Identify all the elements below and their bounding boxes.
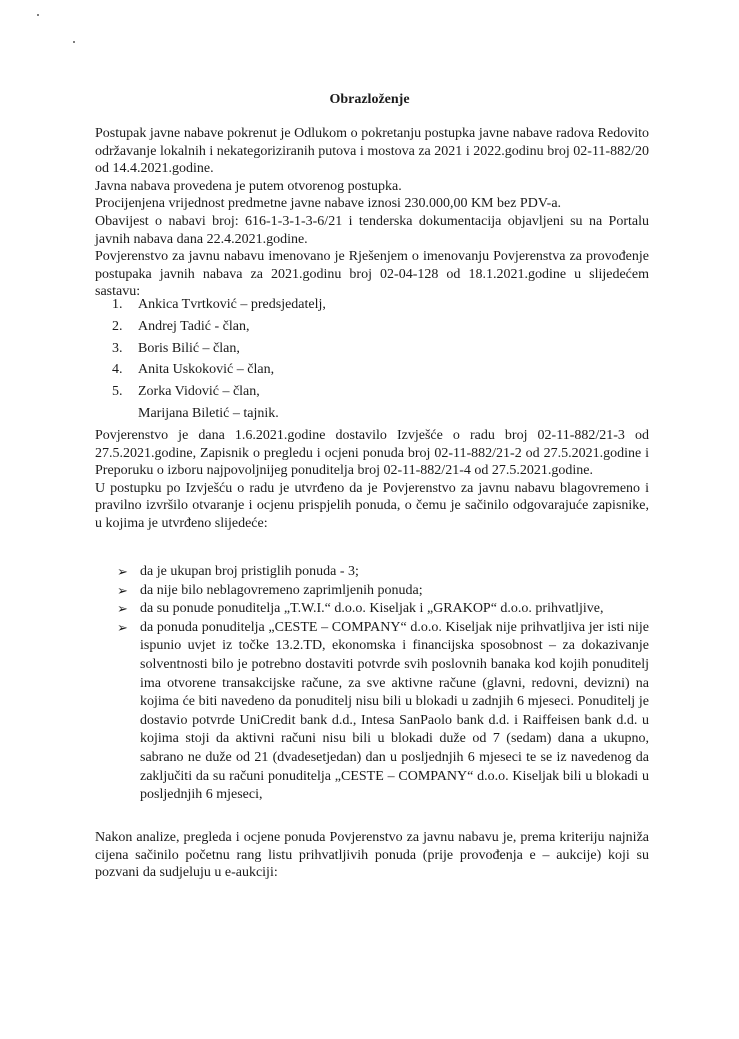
arrow-bullet-icon: ➢ bbox=[117, 564, 128, 579]
list-item bbox=[95, 294, 649, 316]
list-item bbox=[95, 338, 649, 360]
list-item bbox=[95, 359, 649, 381]
list-item bbox=[95, 316, 649, 338]
list-number: 5. bbox=[112, 384, 123, 400]
committee-members-list bbox=[95, 294, 649, 425]
intro-section bbox=[95, 125, 649, 301]
arrow-bullet-icon: ➢ bbox=[117, 619, 128, 635]
closing-section bbox=[95, 829, 649, 882]
list-item bbox=[95, 619, 649, 805]
findings-intro-paragraph: U postupku po Izvješću o radu je utvrđeno da je Povjerenstvo za javnu nabavu blagovremeno i pravilno izvršilo otvaranje i ocjenu prispjelih ponuda, o čemu je sačinilo odgovarajuće zapisnike, u kojima je utvrđeno slijedeće: bbox=[95, 480, 649, 531]
list-number: 4. bbox=[112, 362, 123, 378]
member-text: Ankica Tvrtković – predsjedatelj, bbox=[138, 297, 326, 312]
arrow-bullet-icon: ➢ bbox=[117, 582, 128, 598]
list-item bbox=[95, 381, 649, 403]
finding-text: da je ukupan broj pristiglih ponuda - 3; bbox=[140, 564, 359, 579]
member-text: Boris Bilić – član, bbox=[138, 340, 240, 356]
report-section bbox=[95, 427, 649, 533]
member-text: Zorka Vidović – član, bbox=[138, 384, 260, 400]
notice-paragraph: Obavijest o nabavi broj: 616-1-3-1-3-6/21 i tenderska dokumentacija objavljeni su na Portalu javnih nabava dana 22.4.2021.godine. bbox=[95, 213, 649, 247]
document-title: Obrazloženje bbox=[329, 92, 410, 107]
procedure-paragraph: Postupak javne nabave pokrenut je Odlukom o pokretanju postupka javne nabave radova Redovito održavanje lokalnih i nekategoriziranih putova i mostova za 2021 i 2022.godinu broj 02-11-882/20 od 14.4.2021.godine. bbox=[95, 126, 649, 177]
closing-paragraph: Nakon analize, pregleda i ocjene ponuda Povjerenstvo za javnu nabavu je, prema kriteriju najniža cijena sačinilo početnu rang listu prihvatljivih ponuda (prije provođenja e – aukcije) koji su pozvani da sudjeluju u e-aukciji: bbox=[95, 830, 649, 881]
arrow-bullet-icon: ➢ bbox=[117, 601, 128, 617]
list-item bbox=[95, 403, 649, 425]
finding-text: da nije bilo neblagovremeno zaprimljenih ponuda; bbox=[140, 582, 423, 598]
estimated-value-line: Procijenjena vrijednost predmetne javne nabave iznosi 230.000,00 KM bez PDV-a. bbox=[95, 196, 562, 212]
report-paragraph: Povjerenstvo je dana 1.6.2021.godine dostavilo Izvješće o radu broj 02-11-882/21-3 od 27.5.2021.godine, Zapisnik o pregledu i ocjeni ponuda broj 02-11-882/21-2 od 27.5.2021.godine i Preporuku o izboru najpovoljnijeg ponuditelja broj 02-11-882/21-4 od 27.5.2021.godine. bbox=[95, 428, 649, 479]
scan-speck bbox=[73, 41, 75, 43]
list-number: 1. bbox=[112, 297, 123, 312]
list-item bbox=[95, 563, 649, 582]
member-text: Anita Uskoković – član, bbox=[138, 362, 275, 378]
committee-paragraph: Povjerenstvo za javnu nabavu imenovano je Rješenjem o imenovanju Povjerenstva za provođenje postupaka javnih nabava za 2021.godinu broj 02-04-128 od 18.1.2021.godine u slijedećem sastavu: bbox=[95, 249, 649, 300]
findings-list bbox=[95, 563, 649, 805]
list-item bbox=[95, 582, 649, 601]
procedure-type-line: Javna nabava provedena je putem otvorenog postupka. bbox=[95, 178, 402, 194]
finding-text: da su ponude ponuditelja „T.W.I.“ d.o.o. Kiseljak i „GRAKOP“ d.o.o. prihvatljive, bbox=[140, 601, 604, 617]
list-number: 3. bbox=[112, 340, 123, 356]
finding-text: da ponuda ponuditelja „CESTE – COMPANY“ d.o.o. Kiseljak nije prihvatljiva jer isti nije ispunio uvjet iz točke 13.2.TD, ekonomska i financijska sposobnost – za dokazivanje solventnosti bilo je potrebno dostaviti potvrde svih poslovnih banaka kod kojih ponuditelj ima otvorene transakcijske račune, za sve aktivne račune (glavni, redovni, devizni) na kojima će biti navedeno da ponuditelj nisu bili u blokadi u zadnjih 6 mjeseci. Ponuditelj je dostavio potvrde UniCredit bank d.d., Intesa SanPaolo bank d.d. i Raiffeisen bank d.d. u kojima stoji da aktivni računi nisu bili u blokadi duže od 7 (sedam) dana a ukupno, sabrano ne duže od 21 (dvadesetjedan) dan u posljednjih 6 mjeseci te se iz navedenog da zaključiti da su računi ponuditelja „CESTE – COMPANY“ d.o.o. Kiseljak bili u blokadi u posljednjih 6 mjeseci, bbox=[140, 619, 649, 803]
list-item bbox=[95, 600, 649, 619]
list-number: 2. bbox=[112, 318, 123, 334]
member-text: Andrej Tadić - član, bbox=[138, 318, 250, 334]
member-text: Marijana Biletić – tajnik. bbox=[138, 405, 279, 421]
scan-speck bbox=[37, 14, 39, 16]
